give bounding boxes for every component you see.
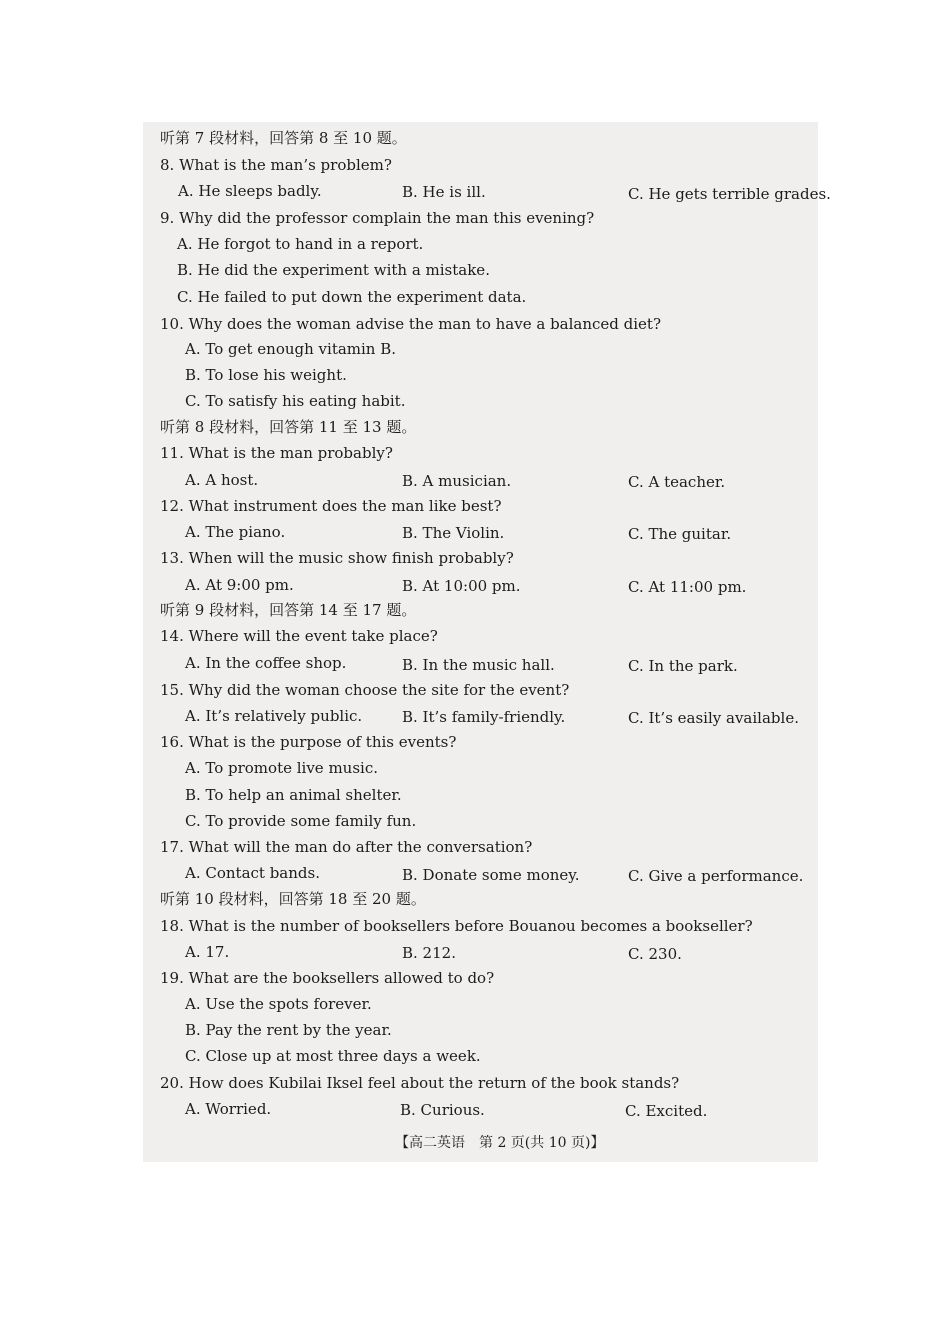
question-stem: 9. Why did the professor complain the man this evening?: [160, 209, 595, 227]
option-c: C. Excited.: [625, 1102, 708, 1120]
option-a: A. A host.: [185, 471, 259, 489]
question-stem: 16. What is the purpose of this events?: [160, 733, 457, 751]
option-a: A. He sleeps badly.: [178, 182, 322, 200]
option-c: C. He gets terrible grades.: [628, 185, 831, 203]
option-a: A. To promote live music.: [185, 759, 379, 777]
question-stem: 20. How does Kubilai Iksel feel about the return of the book stands?: [160, 1074, 680, 1092]
option-a: A. He forgot to hand in a report.: [177, 235, 424, 253]
option-a: A. Worried.: [185, 1100, 272, 1118]
option-a: A. Use the spots forever.: [185, 995, 372, 1013]
option-b: B. 212.: [402, 944, 456, 962]
question-stem: 11. What is the man probably?: [160, 444, 393, 462]
option-c: C. 230.: [628, 945, 682, 963]
option-a: A. At 9:00 pm.: [185, 576, 294, 594]
option-c: C. It’s easily available.: [628, 709, 799, 727]
question-stem: 15. Why did the woman choose the site for the event?: [160, 681, 570, 699]
option-b: B. The Violin.: [402, 524, 505, 542]
question-stem: 18. What is the number of booksellers before Bouanou becomes a bookseller?: [160, 917, 753, 935]
option-c: C. Close up at most three days a week.: [185, 1047, 481, 1065]
question-stem: 14. Where will the event take place?: [160, 627, 438, 645]
option-b: B. Curious.: [400, 1101, 485, 1119]
option-c: C. In the park.: [628, 657, 738, 675]
question-stem: 13. When will the music show finish probably?: [160, 549, 514, 567]
option-b: B. It’s family-friendly.: [402, 708, 566, 726]
question-stem: 8. What is the man’s problem?: [160, 156, 392, 174]
section-heading: 听第 7 段材料，回答第 8 至 10 题。: [160, 129, 407, 147]
page-footer: 【高二英语 第 2 页(共 10 页)】: [395, 1135, 605, 1151]
option-c: C. To satisfy his eating habit.: [185, 392, 406, 410]
option-b: B. In the music hall.: [402, 656, 555, 674]
option-c: C. Give a performance.: [628, 867, 804, 885]
option-b: B. Pay the rent by the year.: [185, 1021, 392, 1039]
option-c: C. At 11:00 pm.: [628, 578, 747, 596]
option-b: B. A musician.: [402, 472, 512, 490]
section-heading: 听第 9 段材料，回答第 14 至 17 题。: [160, 601, 417, 619]
option-b: B. He did the experiment with a mistake.: [177, 261, 490, 279]
option-a: A. To get enough vitamin B.: [185, 340, 397, 358]
question-stem: 12. What instrument does the man like best?: [160, 497, 502, 515]
option-c: C. To provide some family fun.: [185, 812, 417, 830]
option-b: B. At 10:00 pm.: [402, 577, 521, 595]
option-c: C. He failed to put down the experiment data.: [177, 288, 527, 306]
option-c: C. The guitar.: [628, 525, 732, 543]
section-heading: 听第 8 段材料，回答第 11 至 13 题。: [160, 418, 417, 436]
option-c: C. A teacher.: [628, 473, 726, 491]
question-stem: 10. Why does the woman advise the man to have a balanced diet?: [160, 315, 662, 333]
option-a: A. Contact bands.: [185, 864, 320, 882]
option-a: A. The piano.: [185, 523, 286, 541]
option-b: B. To help an animal shelter.: [185, 786, 402, 804]
question-stem: 17. What will the man do after the conversation?: [160, 838, 533, 856]
option-a: A. In the coffee shop.: [185, 654, 347, 672]
option-a: A. It’s relatively public.: [185, 707, 363, 725]
option-a: A. 17.: [185, 943, 230, 961]
option-b: B. To lose his weight.: [185, 366, 347, 384]
question-stem: 19. What are the booksellers allowed to do?: [160, 969, 495, 987]
option-b: B. He is ill.: [402, 183, 486, 201]
section-heading: 听第 10 段材料，回答第 18 至 20 题。: [160, 890, 426, 908]
option-b: B. Donate some money.: [402, 866, 580, 884]
